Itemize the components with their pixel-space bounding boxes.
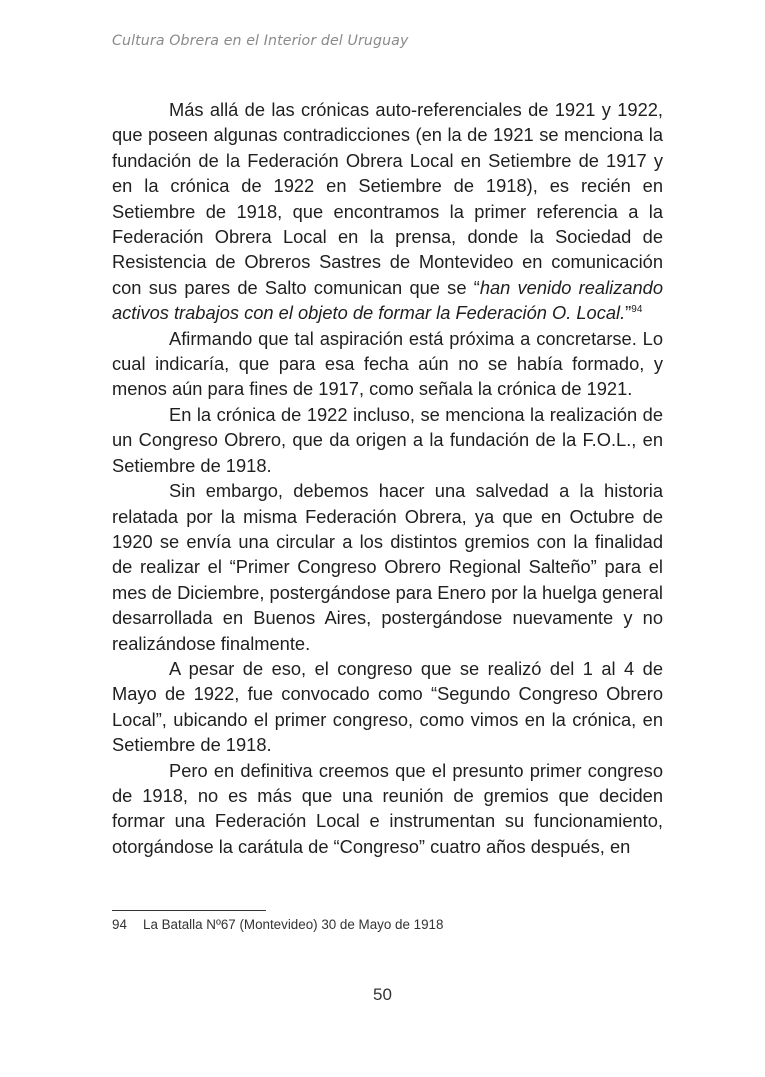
- page-number: 50: [373, 985, 392, 1004]
- footnote: [112, 917, 443, 932]
- footnote-number: 94: [112, 917, 127, 932]
- footnote-separator: [112, 910, 266, 911]
- paragraph-1-text: Más allá de las crónicas auto-referenciales de 1921 y 1922, que poseen algunas contradicciones (en la de 1921 se menciona la fundación de la Federación Obrera Local en Setiembre de 1917 y en la crónica de 1922 en Setiembre de 1918), es recién en Setiembre de 1918, que encontramos la primer referencia a la Federación Obrera Local en la prensa, donde la Sociedad de Resistencia de Obreros Sastres de Montevideo en comunicación con sus pares de Salto comunican que se “: [112, 99, 663, 298]
- body-text: [112, 97, 663, 859]
- paragraph-5: A pesar de eso, el congreso que se realizó del 1 al 4 de Mayo de 1922, fue convocado como “Segundo Congreso Obrero Local”, ubicando el primer congreso, como vimos en la crónica, en Setiembre de 1918.: [112, 657, 663, 756]
- footnote-text: La Batalla Nº67 (Montevideo) 30 de Mayo de 1918: [143, 917, 444, 932]
- paragraph-3: En la crónica de 1922 incluso, se menciona la realización de un Congreso Obrero, que da origen a la fundación de la F.O.L., en Setiembre de 1918.: [112, 403, 663, 476]
- paragraph-6: Pero en definitiva creemos que el presunto primer congreso de 1918, no es más que una reunión de gremios que deciden formar una Federación Local e instrumentan su funcionamiento, otorgándose la carátula de “Congreso” cuatro años después, en: [112, 759, 663, 857]
- paragraph-2: Afirmando que tal aspiración está próxima a concretarse. Lo cual indicaría, que para esa fecha aún no se había formado, y menos aún para fines de 1917, como señala la crónica de 1921.: [112, 327, 663, 400]
- paragraph-4: Sin embargo, debemos hacer una salvedad a la historia relatada por la misma Federación Obrera, ya que en Octubre de 1920 se envía una circular a los distintos gremios con la finalidad de realizar el “Primer Congreso Obrero Regional Salteño” para el mes de Diciembre, postergándose para Enero por la huelga general desarrollada en Buenos Aires, postergándose nuevamente y no realizándose finalmente.: [112, 480, 663, 654]
- paragraph-1-quotation: han venido realizando activos trabajos con el objeto de formar la Federación O. Local.: [112, 276, 664, 324]
- paragraph-1-closing-quote: ”: [625, 302, 632, 324]
- paragraph-1: [112, 97, 663, 326]
- footnote-reference: 94: [631, 304, 643, 316]
- running-head: Cultura Obrera en el Interior del Uruguay: [112, 33, 409, 49]
